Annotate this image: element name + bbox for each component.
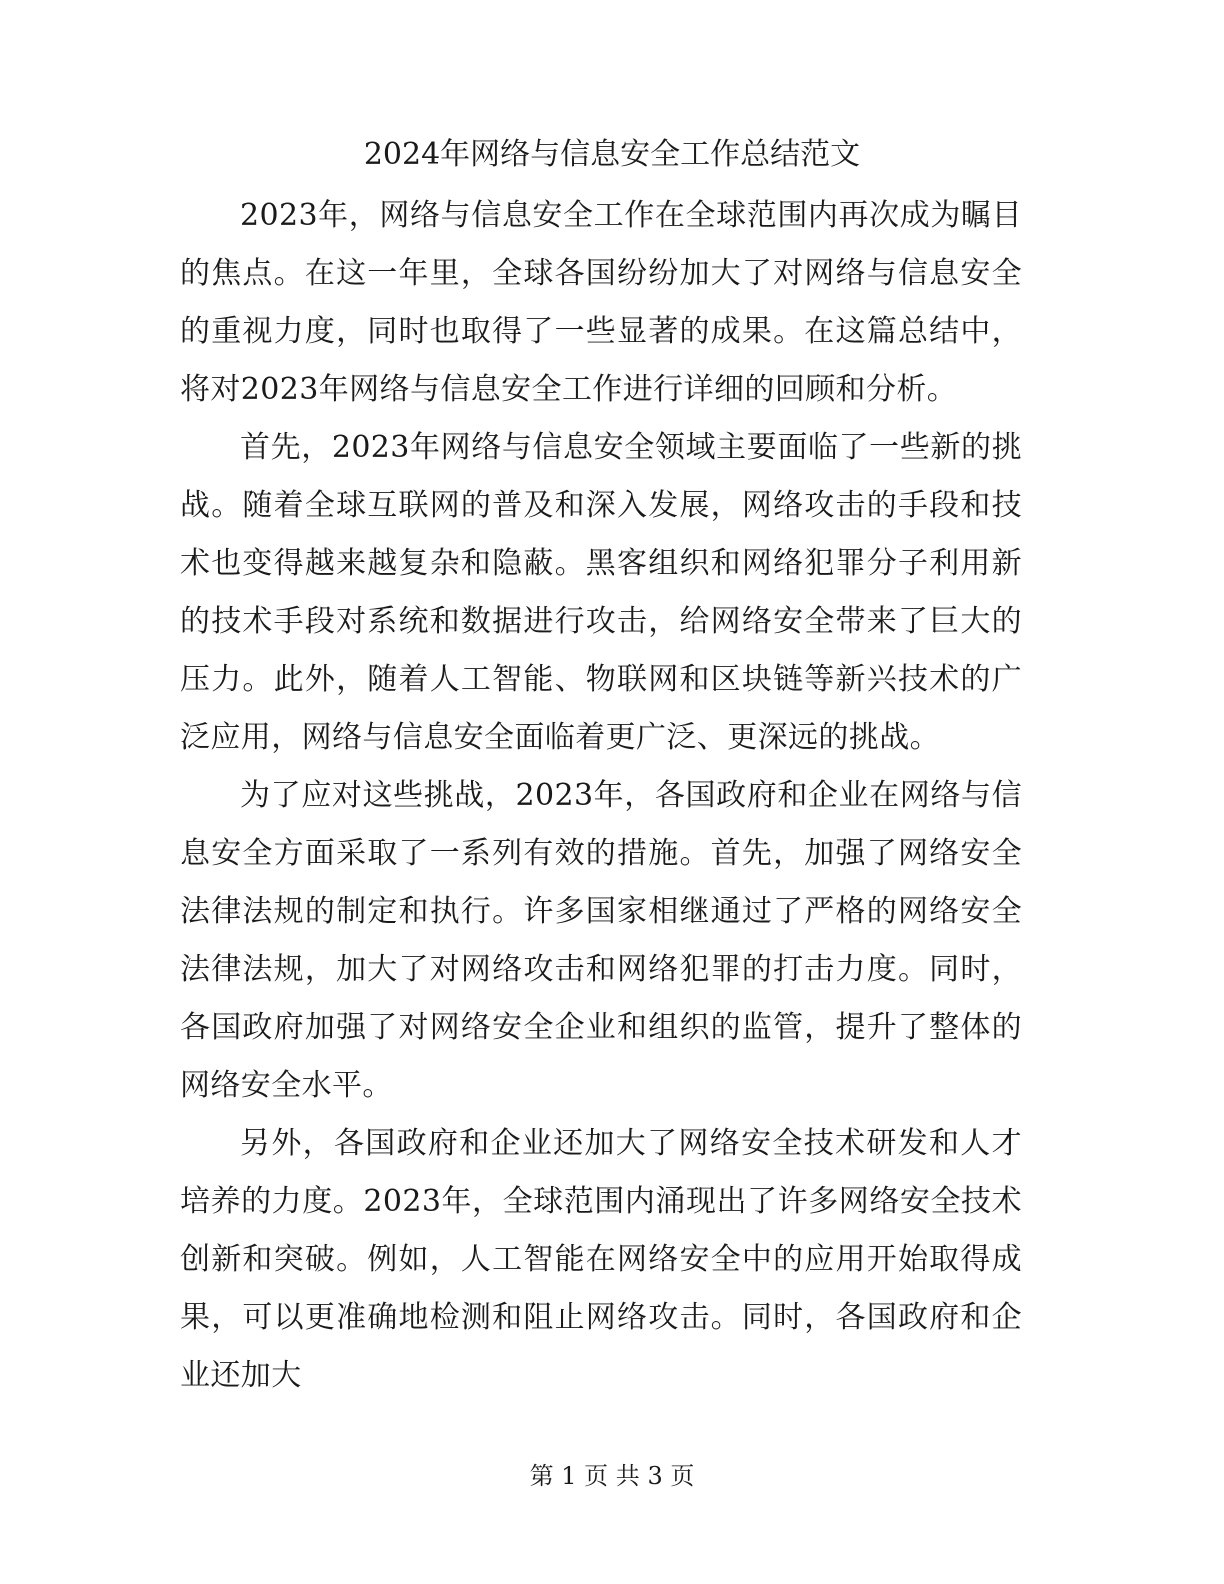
paragraph-challenges: 首先，2023年网络与信息安全领域主要面临了一些新的挑战。随着全球互联网的普及和深入发展，网络攻击的手段和技术也变得越来越复杂和隐蔽。黑客组织和网络犯罪分子利用新的技术手段对系统和数据进行攻击，给网络安全带来了巨大的压力。此外，随着人工智能、物联网和区块链等新兴技术的广泛应用，网络与信息安全面临着更广泛、更深远的挑战。: [180, 430, 1022, 755]
document-body: [180, 187, 1022, 1405]
page-number-footer: 第 1 页 共 3 页: [529, 1462, 695, 1490]
paragraph-intro: 2023年，网络与信息安全工作在全球范围内再次成为瞩目的焦点。在这一年里，全球各国纷纷加大了对网络与信息安全的重视力度，同时也取得了一些显著的成果。在这篇总结中，将对2023年网络与信息安全工作进行详细的回顾和分析。: [180, 198, 1022, 407]
paragraph-research: 另外，各国政府和企业还加大了网络安全技术研发和人才培养的力度。2023年，全球范围内涌现出了许多网络安全技术创新和突破。例如，人工智能在网络安全中的应用开始取得成果，可以更准确地检测和阻止网络攻击。同时，各国政府和企业还加大: [180, 1126, 1022, 1393]
document-title: 2024年网络与信息安全工作总结范文: [363, 137, 861, 172]
paragraph-measures: 为了应对这些挑战，2023年，各国政府和企业在网络与信息安全方面采取了一系列有效的措施。首先，加强了网络安全法律法规的制定和执行。许多国家相继通过了严格的网络安全法律法规，加大了对网络攻击和网络犯罪的打击力度。同时，各国政府加强了对网络安全企业和组织的监管，提升了整体的网络安全水平。: [180, 778, 1022, 1103]
